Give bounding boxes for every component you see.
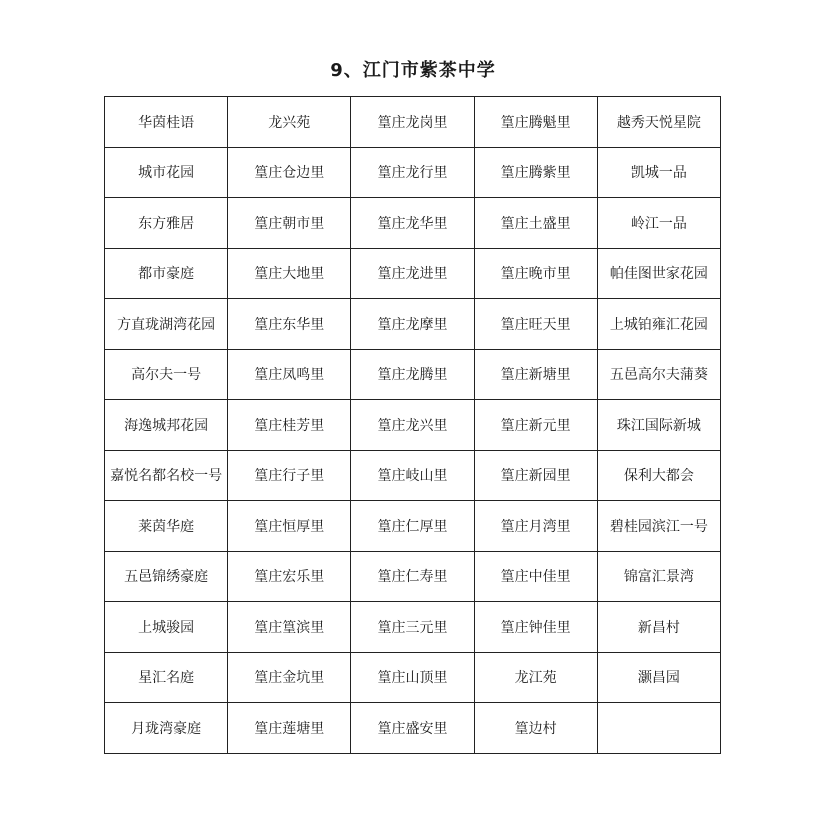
table-cell: 篁庄腾紫里 bbox=[474, 147, 597, 198]
table-cell bbox=[597, 703, 720, 754]
table-cell: 上城铂雍汇花园 bbox=[597, 299, 720, 350]
table-cell: 篁庄金坑里 bbox=[228, 652, 351, 703]
table-row bbox=[105, 349, 721, 400]
table-cell: 篁庄凤鸣里 bbox=[228, 349, 351, 400]
table-cell: 方直珑湖湾花园 bbox=[105, 299, 228, 350]
table-cell: 篁庄龙华里 bbox=[351, 198, 474, 249]
table-cell: 篁庄桂芳里 bbox=[228, 400, 351, 451]
residential-area-table bbox=[104, 96, 721, 754]
table-cell: 篁庄腾魁里 bbox=[474, 97, 597, 148]
table-row bbox=[105, 501, 721, 552]
table-cell: 篁庄仁寿里 bbox=[351, 551, 474, 602]
table-cell: 帕佳图世家花园 bbox=[597, 248, 720, 299]
table-cell: 龙江苑 bbox=[474, 652, 597, 703]
table-cell: 篁庄朝市里 bbox=[228, 198, 351, 249]
table-cell: 篁庄新塘里 bbox=[474, 349, 597, 400]
table-cell: 篁庄龙兴里 bbox=[351, 400, 474, 451]
table-cell: 嘉悦名都名校一号 bbox=[105, 450, 228, 501]
table-cell: 篁庄东华里 bbox=[228, 299, 351, 350]
table-cell: 篁庄龙进里 bbox=[351, 248, 474, 299]
table-cell: 凯城一品 bbox=[597, 147, 720, 198]
table-cell: 篁庄中佳里 bbox=[474, 551, 597, 602]
table-cell: 城市花园 bbox=[105, 147, 228, 198]
table-cell: 岭江一品 bbox=[597, 198, 720, 249]
table-cell: 篁庄仁厚里 bbox=[351, 501, 474, 552]
table-cell: 篁边村 bbox=[474, 703, 597, 754]
table-row bbox=[105, 198, 721, 249]
table-row bbox=[105, 703, 721, 754]
table-cell: 篁庄仓边里 bbox=[228, 147, 351, 198]
table-row bbox=[105, 602, 721, 653]
table-cell: 华茵桂语 bbox=[105, 97, 228, 148]
table-cell: 五邑高尔夫蒲葵 bbox=[597, 349, 720, 400]
page-title: 9、江门市紫茶中学 bbox=[330, 60, 496, 81]
table-cell: 篁庄土盛里 bbox=[474, 198, 597, 249]
table-cell: 都市豪庭 bbox=[105, 248, 228, 299]
table-cell: 月珑湾豪庭 bbox=[105, 703, 228, 754]
table-cell: 篁庄岐山里 bbox=[351, 450, 474, 501]
table-cell: 珠江国际新城 bbox=[597, 400, 720, 451]
table-cell: 篁庄龙岗里 bbox=[351, 97, 474, 148]
table-row bbox=[105, 248, 721, 299]
table-cell: 上城骏园 bbox=[105, 602, 228, 653]
table-cell: 星汇名庭 bbox=[105, 652, 228, 703]
table-cell: 篁庄行子里 bbox=[228, 450, 351, 501]
table-cell: 篁庄大地里 bbox=[228, 248, 351, 299]
table-cell: 东方雅居 bbox=[105, 198, 228, 249]
table-cell: 海逸城邦花园 bbox=[105, 400, 228, 451]
table-row bbox=[105, 652, 721, 703]
table-cell: 篁庄篁滨里 bbox=[228, 602, 351, 653]
table-row bbox=[105, 400, 721, 451]
table-cell: 龙兴苑 bbox=[228, 97, 351, 148]
table-cell: 篁庄宏乐里 bbox=[228, 551, 351, 602]
table-cell: 篁庄新元里 bbox=[474, 400, 597, 451]
table-row bbox=[105, 551, 721, 602]
table-cell: 篁庄旺天里 bbox=[474, 299, 597, 350]
table-body bbox=[105, 97, 721, 754]
table-cell: 越秀天悦星院 bbox=[597, 97, 720, 148]
table-cell: 灏昌园 bbox=[597, 652, 720, 703]
table-cell: 篁庄盛安里 bbox=[351, 703, 474, 754]
table-cell: 锦富汇景湾 bbox=[597, 551, 720, 602]
table-cell: 新昌村 bbox=[597, 602, 720, 653]
table-cell: 高尔夫一号 bbox=[105, 349, 228, 400]
table-cell: 篁庄龙腾里 bbox=[351, 349, 474, 400]
table-cell: 篁庄龙摩里 bbox=[351, 299, 474, 350]
table-row bbox=[105, 299, 721, 350]
table-row bbox=[105, 97, 721, 148]
table-row bbox=[105, 450, 721, 501]
table-cell: 篁庄新园里 bbox=[474, 450, 597, 501]
table-row bbox=[105, 147, 721, 198]
table-cell: 碧桂园滨江一号 bbox=[597, 501, 720, 552]
table-cell: 莱茵华庭 bbox=[105, 501, 228, 552]
table-cell: 保利大都会 bbox=[597, 450, 720, 501]
table-cell: 五邑锦绣豪庭 bbox=[105, 551, 228, 602]
table-cell: 篁庄龙行里 bbox=[351, 147, 474, 198]
table-cell: 篁庄三元里 bbox=[351, 602, 474, 653]
table-cell: 篁庄月湾里 bbox=[474, 501, 597, 552]
table-cell: 篁庄晚市里 bbox=[474, 248, 597, 299]
table-cell: 篁庄恒厚里 bbox=[228, 501, 351, 552]
table-cell: 篁庄莲塘里 bbox=[228, 703, 351, 754]
table-cell: 篁庄山顶里 bbox=[351, 652, 474, 703]
table-cell: 篁庄钟佳里 bbox=[474, 602, 597, 653]
